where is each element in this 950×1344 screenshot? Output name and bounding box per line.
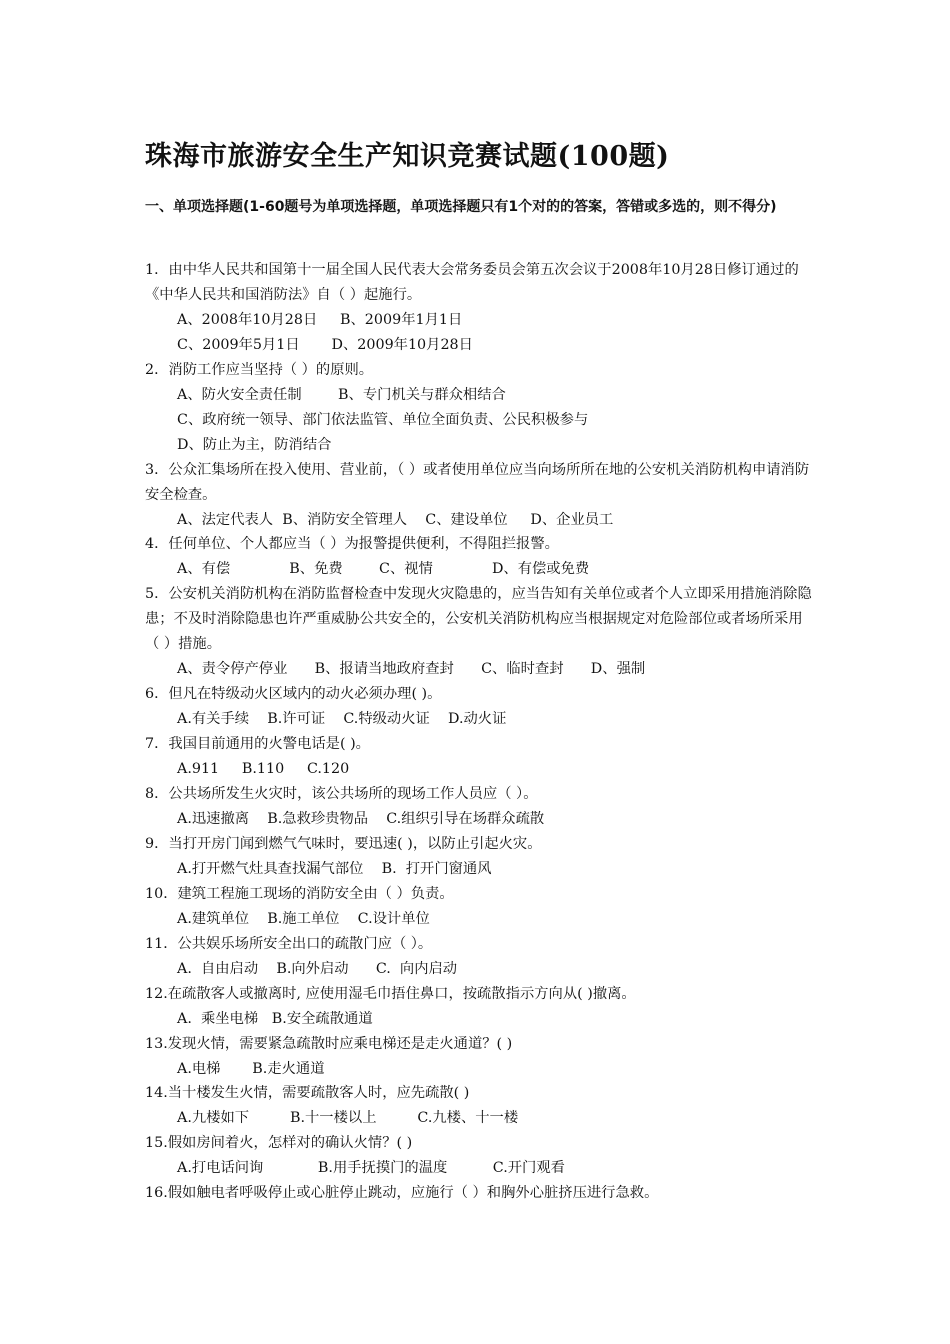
answer-options: A.打开燃气灶具查找漏气部位 B. 打开门窗通风 bbox=[177, 860, 492, 877]
question-text: 7．我国目前通用的火警电话是( )。 bbox=[145, 736, 370, 753]
question-text: 8．公共场所发生火灾时，该公共场所的现场工作人员应（ ）。 bbox=[145, 786, 538, 803]
answer-options: A. 自由启动 B.向外启动 C. 向内启动 bbox=[177, 960, 458, 977]
question-text: 14.当十楼发生火情，需要疏散客人时，应先疏散( ) bbox=[145, 1085, 470, 1102]
question-list bbox=[145, 258, 813, 1206]
question-text: 3．公众汇集场所在投入使用、营业前，（ ）或者使用单位应当向场所所在地的公安机关消防机构申请消防安全检查。 bbox=[145, 461, 810, 503]
question-text: 5．公安机关消防机构在消防监督检查中发现火灾隐患的，应当告知有关单位或者个人立即采用措施消除隐患；不及时消除隐患也许严重威胁公共安全的，公安机关消防机构应当根据规定对危险部位或者场所采用（ ）措施。 bbox=[145, 586, 812, 653]
answer-options: A.九楼如下 B.十一楼以上 C.九楼、十一楼 bbox=[177, 1110, 519, 1127]
answer-options: A、法定代表人 B、消防安全管理人 C、建设单位 D、企业员工 bbox=[177, 511, 614, 528]
page-title: 珠海市旅游安全生产知识竞赛试题(100题) bbox=[145, 141, 670, 172]
answer-options: A.建筑单位 B.施工单位 C.设计单位 bbox=[177, 910, 430, 927]
answer-options: C、政府统一领导、部门依法监管、单位全面负责、公民积极参与 bbox=[177, 411, 589, 428]
answer-options: A、2008年10月28日 B、2009年1月1日 bbox=[177, 311, 463, 328]
answer-options: D、防止为主，防消结合 bbox=[177, 436, 332, 453]
question-text: 13.发现火情，需要紧急疏散时应乘电梯还是走火通道？( ) bbox=[145, 1035, 513, 1052]
answer-options: A. 乘坐电梯 B.安全疏散通道 bbox=[177, 1010, 373, 1027]
question-text: 15.假如房间着火，怎样对的确认火情？( ) bbox=[145, 1135, 413, 1152]
answer-options: A、防火安全责任制 B、专门机关与群众相结合 bbox=[177, 386, 506, 403]
answer-options: A.有关手续 B.许可证 C.特级动火证 D.动火证 bbox=[177, 711, 507, 728]
question-text: 4．任何单位、个人都应当（ ）为报警提供便利，不得阻拦报警。 bbox=[145, 536, 559, 553]
answer-options: A.迅速撤离 B.急救珍贵物品 C.组织引导在场群众疏散 bbox=[177, 810, 545, 827]
question-text: 2．消防工作应当坚持（ ）的原则。 bbox=[145, 361, 374, 378]
answer-options: C、2009年5月1日 D、2009年10月28日 bbox=[177, 336, 473, 353]
question-text: 10．建筑工程施工现场的消防安全由（ ）负责。 bbox=[145, 885, 454, 902]
answer-options: A.911 B.110 C.120 bbox=[177, 761, 350, 778]
answer-options: A、有偿 B、免费 C、视情 D、有偿或免费 bbox=[177, 561, 590, 578]
answer-options: A.打电话问询 B.用手抚摸门的温度 C.开门观看 bbox=[177, 1160, 565, 1177]
question-text: 9．当打开房门闻到燃气气味时，要迅速( )，以防止引起火灾。 bbox=[145, 835, 542, 852]
question-text: 1．由中华人民共和国第十一届全国人民代表大会常务委员会第五次会议于2008年10月28日修订通过的《中华人民共和国消防法》自（ ）起施行。 bbox=[145, 262, 799, 303]
answer-options: A.电梯 B.走火通道 bbox=[177, 1060, 325, 1077]
question-text: 12.在疏散客人或撤离时, 应使用湿毛巾捂住鼻口，按疏散指示方向从( )撤离。 bbox=[145, 985, 636, 1002]
answer-options: A、责令停产停业 B、报请当地政府查封 C、临时查封 D、强制 bbox=[177, 661, 646, 678]
section-heading: 一、单项选择题(1-60题号为单项选择题，单项选择题只有1个对的的答案，答错或多选的，则不得分) bbox=[145, 199, 777, 215]
question-text: 6．但凡在特级动火区域内的动火必须办理( )。 bbox=[145, 686, 442, 703]
question-text: 16.假如触电者呼吸停止或心脏停止跳动，应施行（ ）和胸外心脏挤压进行急救。 bbox=[145, 1185, 659, 1202]
question-text: 11．公共娱乐场所安全出口的疏散门应（ ）。 bbox=[145, 935, 433, 952]
